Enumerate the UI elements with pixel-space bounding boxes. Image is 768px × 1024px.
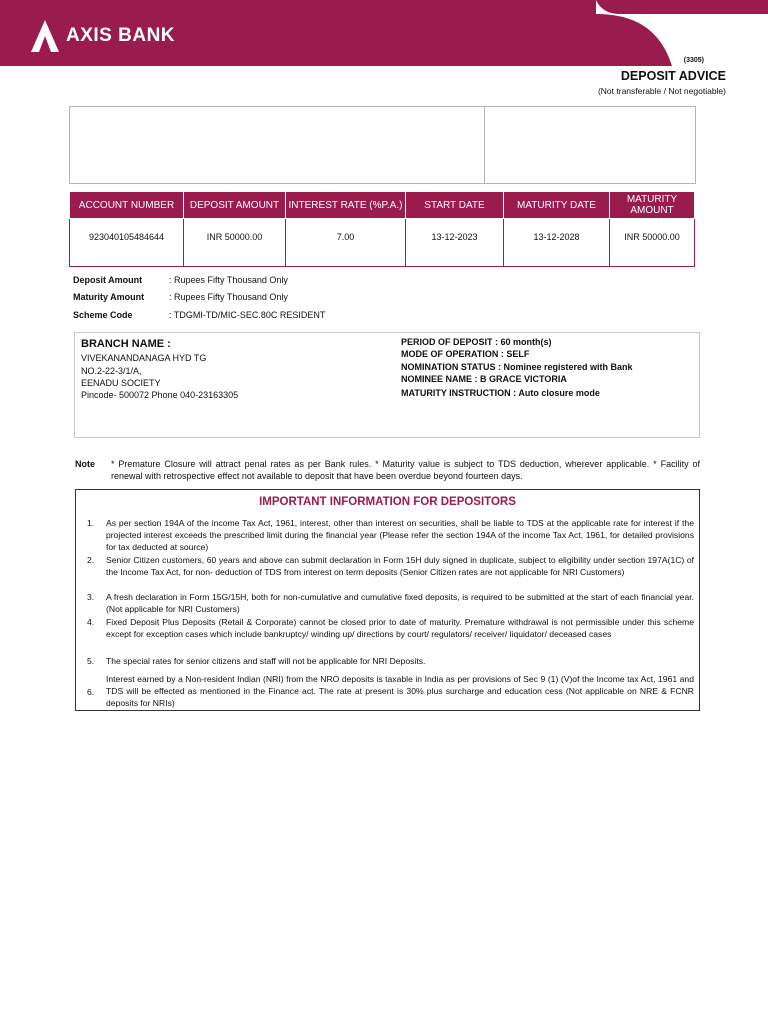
info-item-number: 6. — [87, 687, 95, 697]
col-header: MATURITY AMOUNT — [610, 192, 695, 219]
deposit-table — [69, 191, 695, 267]
deposit-amount: INR 50000.00 — [184, 219, 286, 267]
account-number: 923040105484644 — [70, 219, 184, 267]
maturity-date: 13-12-2028 — [504, 219, 610, 267]
info-item-number: 1. — [87, 518, 95, 528]
maturity-instruction: MATURITY INSTRUCTION : Auto closure mode — [401, 388, 600, 398]
info-item — [76, 554, 698, 578]
col-header: INTEREST RATE (%P.A.) — [286, 192, 406, 219]
summary-label: Deposit Amount — [73, 275, 143, 285]
maturity-amount: INR 50000.00 — [610, 219, 695, 267]
info-item-number: 2. — [87, 555, 95, 565]
deposit-amount-words — [73, 275, 288, 285]
interest-rate: 7.00 — [286, 219, 406, 267]
doc-subtitle: (Not transferable / Not negotiable) — [597, 86, 726, 96]
branch-line: NO.2-22-3/1/A, — [81, 366, 142, 376]
axis-logo-icon — [30, 18, 60, 54]
info-item — [76, 591, 698, 615]
info-item — [76, 517, 698, 553]
note-label: Note — [75, 459, 95, 469]
doc-code: (3305) — [683, 57, 704, 64]
info-item — [76, 616, 698, 640]
nominee-name: NOMINEE NAME : B GRACE VICTORIA — [401, 374, 567, 384]
start-date: 13-12-2023 — [406, 219, 504, 267]
info-item — [76, 673, 698, 709]
col-header: MATURITY DATE — [504, 192, 610, 219]
col-header: ACCOUNT NUMBER — [70, 192, 184, 219]
summary-label: Scheme Code — [73, 310, 133, 320]
summary-value: : TDGMI-TD/MIC-SEC.80C RESIDENT — [169, 310, 326, 320]
bank-name: AXIS BANK — [66, 25, 176, 46]
summary-value: : Rupees Fifty Thousand Only — [169, 292, 288, 302]
mode-of-operation: MODE OF OPERATION : SELF — [401, 349, 530, 359]
bank-logo — [30, 18, 175, 54]
info-item-number: 5. — [87, 656, 95, 666]
col-header: START DATE — [406, 192, 504, 219]
nomination-status: NOMINATION STATUS : Nominee registered with Bank — [401, 362, 633, 372]
summary-label: Maturity Amount — [73, 292, 145, 302]
table-header-row — [70, 192, 695, 219]
address-box — [69, 106, 696, 184]
info-item-text: Senior Citizen customers, 60 years and above can submit declaration in Form 15H duly signed in duplicate, subject to eligibility under section 197A(1C) of the Income Tax Act, for non- deduction of TDS from interest on term deposits (Senior Citizen rates are not applicable for NRI Customers) — [106, 555, 694, 577]
important-info-box — [75, 489, 700, 711]
info-item — [76, 655, 698, 667]
summary-value: : Rupees Fifty Thousand Only — [169, 275, 288, 285]
info-item-text: The special rates for senior citizens and staff will not be applicable for NRI Deposits. — [106, 656, 426, 666]
info-item-number: 3. — [87, 592, 95, 602]
scheme-code — [73, 310, 325, 320]
info-item-number: 4. — [87, 617, 95, 627]
note-section — [75, 458, 700, 482]
maturity-amount-words — [73, 292, 288, 302]
branch-line: VIVEKANANDANAGA HYD TG — [81, 353, 207, 363]
info-item-text: Interest earned by a Non-resident Indian (NRI) from the NRO deposits is taxable in India as per provisions of Sec 9 (1) (V)of the Income tax Act, 1961 and TDS will be effected as mentioned in the Finance act. The rate at present is 30% plus surcharge and education cess (Not applicable on NRE & FCNR deposits for NRIs) — [106, 674, 694, 708]
header-banner — [0, 0, 768, 66]
branch-label: BRANCH NAME : — [81, 338, 171, 350]
period-of-deposit: PERIOD OF DEPOSIT : 60 month(s) — [401, 337, 552, 347]
doc-title: DEPOSIT ADVICE — [620, 69, 726, 83]
address-box-divider — [484, 107, 485, 183]
branch-line: Pincode- 500072 Phone 040-23163305 — [81, 390, 239, 400]
branch-box — [74, 332, 700, 438]
info-item-text: A fresh declaration in Form 15G/15H, both for non-cumulative and cumulative fixed deposits, is required to be submitted at the start of each financial year. (Not applicable for NRI Customers) — [106, 592, 694, 614]
info-item-text: As per section 194A of the income Tax Act, 1961, interest, other than interest on securities, shall be liable to TDS at the applicable rate for interest if the projected interest exceeds the prescribed limit during the financial year (Please refer the section 194A of the income Tax Act, 1961, for detailed provisions for tax deducted at source) — [106, 518, 694, 552]
col-header: DEPOSIT AMOUNT — [184, 192, 286, 219]
table-row — [70, 219, 695, 267]
note-text: * Premature Closure will attract penal rates as per Bank rules. * Maturity value is subject to TDS deduction, wherever applicable. * Facility of renewal with retrospective effect not available to deposit that have been overdue beyond fourteen days. — [111, 459, 700, 481]
info-item-text: Fixed Deposit Plus Deposits (Retail & Corporate) cannot be closed prior to date of maturity. Premature withdrawal is not permissible under this scheme except for exception cases which include bankruptcy/ winding up/ directions by court/ regulators/ receiver/ liquidator/ deceased cases — [106, 617, 694, 639]
info-title: IMPORTANT INFORMATION FOR DEPOSITORS — [259, 496, 516, 508]
branch-line: EENADU SOCIETY — [81, 378, 161, 388]
